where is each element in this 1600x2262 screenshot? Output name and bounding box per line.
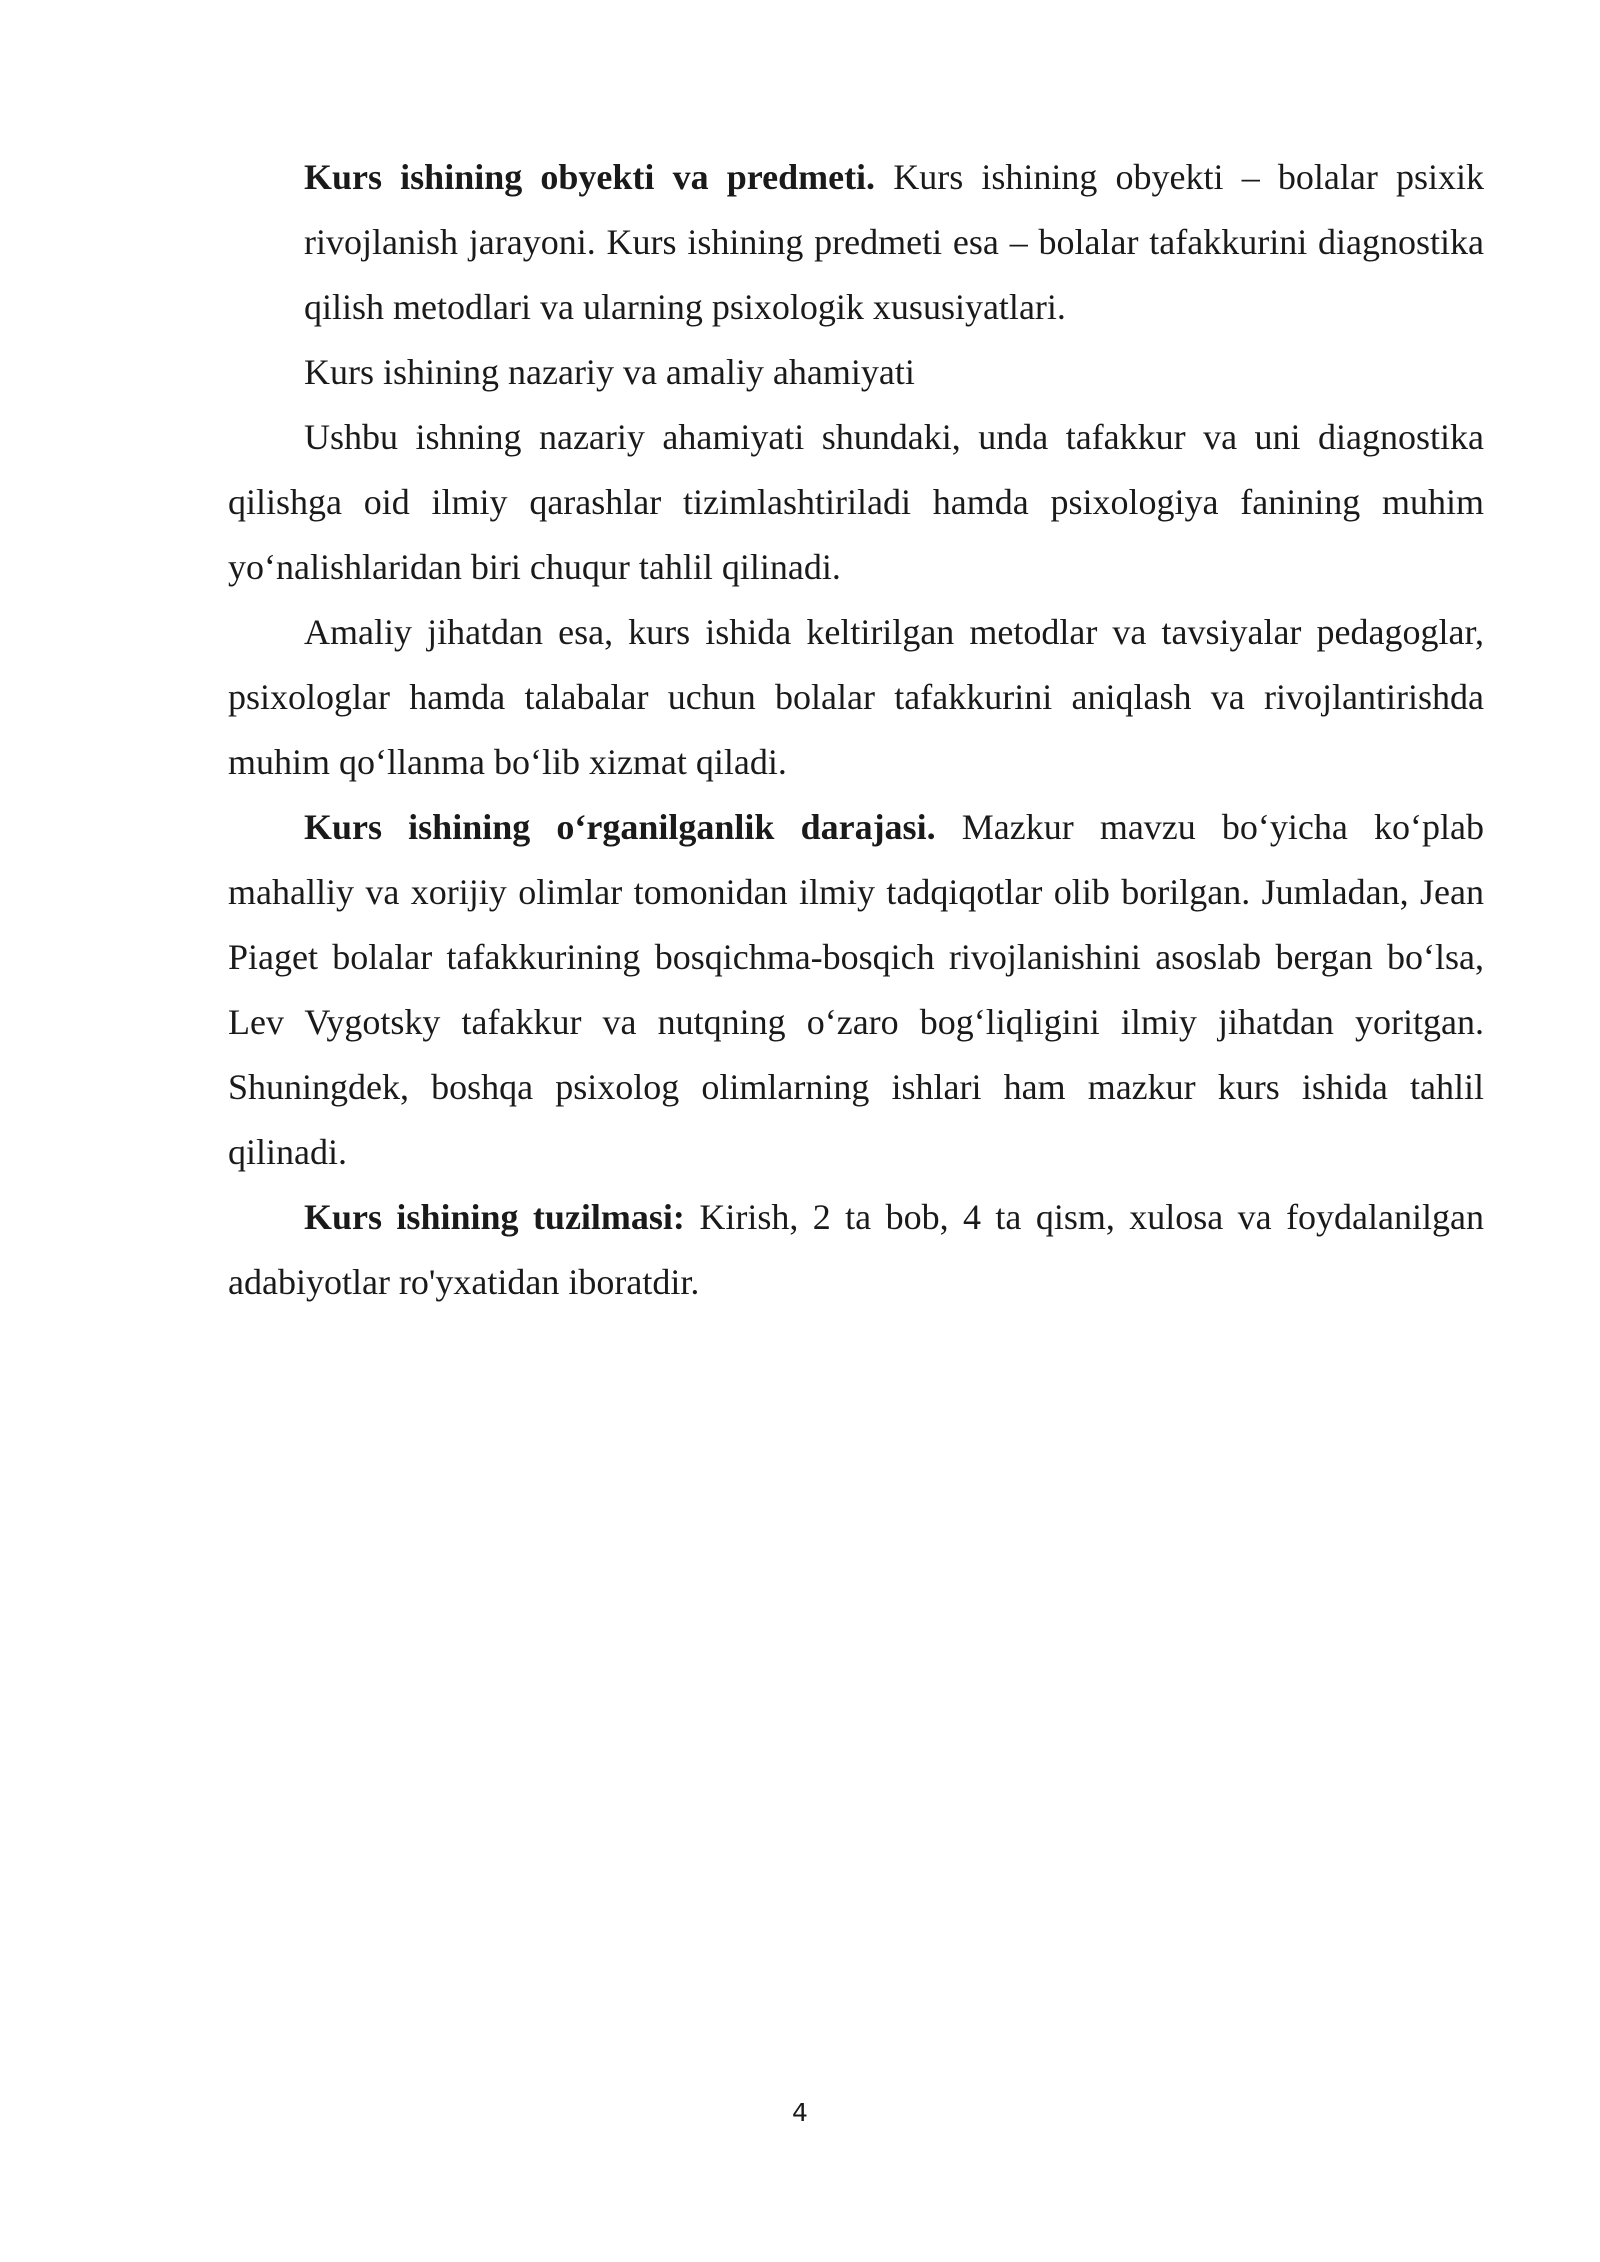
page-number: 4: [792, 2098, 808, 2127]
paragraph-text: Amaliy jihatdan esa, kurs ishida keltirilgan metodlar va tavsiyalar pedagoglar, psixologlar hamda talabalar uchun bolalar tafakkurini aniqlash va rivojlantirishda muhim qo‘llanma bo‘lib xizmat qiladi.: [228, 612, 1484, 782]
paragraph-structure: [228, 1185, 1484, 1315]
paragraph-text: Mazkur mavzu bo‘yicha ko‘plab mahalliy va xorijiy olimlar tomonidan ilmiy tadqiqotlar olib borilgan. Jumladan, Jean Piaget bolalar tafakkurining bosqichma-bosqich rivojlanishini asoslab bergan bo‘lsa, Lev Vygotsky tafakkur va nutqning o‘zaro bog‘liqligini ilmiy jihatdan yoritgan. Shuningdek, boshqa psixolog olimlarning ishlari ham mazkur kurs ishida tahlil qilinadi.: [228, 807, 1484, 1172]
paragraph-practical-significance: [228, 600, 1484, 795]
paragraph-theoretical-significance: [228, 405, 1484, 600]
paragraph-level-of-study: [228, 795, 1484, 1185]
paragraph-heading: Kurs ishining o‘rganilganlik darajasi.: [304, 807, 936, 847]
paragraph-text: Kurs ishining obyekti – bolalar psixik rivojlanish jarayoni. Kurs ishining predmeti esa – bolalar tafakkurini diagnostika qilish metodlari va ularning psixologik xususiyatlari.: [304, 157, 1484, 327]
paragraph-text: Ushbu ishning nazariy ahamiyati shundaki, unda tafakkur va uni diagnostika qilishga oid ilmiy qarashlar tizimlashtiriladi hamda psixologiya fanining muhim yo‘nalishlaridan biri chuqur tahlil qilinadi.: [228, 417, 1484, 587]
paragraph-heading: Kurs ishining obyekti va predmeti.: [304, 157, 876, 197]
paragraph-text: Kirish, 2 ta bob, 4 ta qism, xulosa va foydalanilgan adabiyotlar ro'yxatidan iboratdir.: [228, 1197, 1485, 1302]
paragraph-heading: Kurs ishining tuzilmasi:: [304, 1197, 685, 1237]
paragraph-object-subject: [304, 145, 1484, 340]
paragraph-text: Kurs ishining nazariy va amaliy ahamiyati: [304, 352, 915, 392]
paragraph-significance-title: [304, 340, 1484, 405]
page-body: [228, 145, 1484, 1315]
